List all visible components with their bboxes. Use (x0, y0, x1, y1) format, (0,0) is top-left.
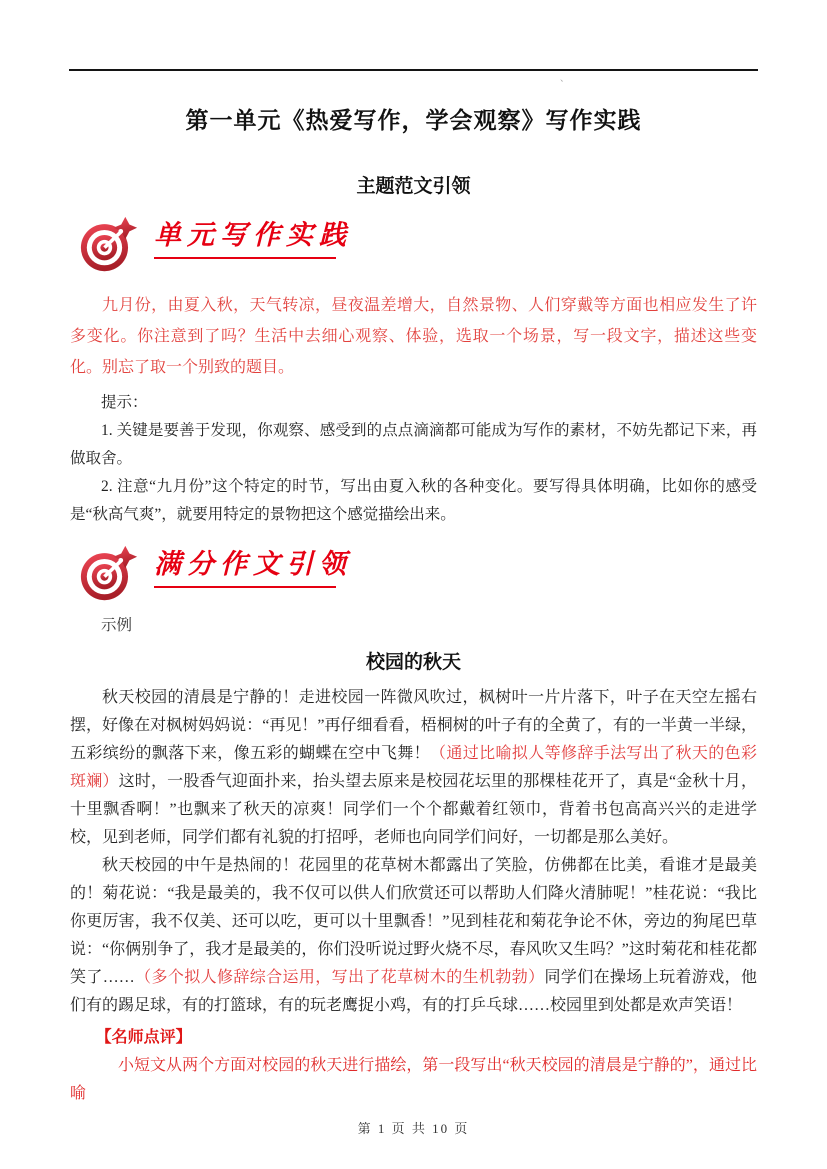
hints-block (70, 389, 757, 529)
target-dart-icon (80, 214, 138, 274)
document-content (70, 92, 757, 1108)
banner-text-col (154, 549, 352, 588)
header-rule (69, 69, 758, 71)
writing-prompt: 九月份，由夏入秋，天气转凉，昼夜温差增大，自然景物、人们穿戴等方面也相应发生了许多变化。你注意到了吗？生活中去细心观察、体验，选取一个场景，写一段文字，描述这些变化。别忘了取一个别致的题目。 (70, 297, 757, 376)
document-title: 第一单元《热爱写作，学会观察》写作实践 (185, 107, 642, 133)
essay-paragraph-1 (70, 684, 757, 852)
teacher-annotation: （多个拟人修辞综合运用，写出了花草树木的生机勃勃） (134, 969, 545, 986)
hints-label: 提示： (101, 394, 148, 411)
page-number: 第 1 页 共 10 页 (357, 1121, 470, 1136)
essay-text: 秋天校园的中午是热闹的！花园里的花草树木都露出了笑脸，仿佛都在比美，看谁才是最美的！菊花说：“我是最美的，我不仅可以供人们欣赏还可以帮助人们降火清肺呢！”桂花说：“我比你更厉害，我不仅美、还可以吃，更可以十里飘香！”见到桂花和菊花争论不休，旁边的狗尾巴草说：“你俩别争了，我才是最美的，你们没听说过野火烧不尽，春风吹又生吗？”这时菊花和桂花都笑了…… (70, 857, 757, 986)
document-subtitle: 主题范文引领 (356, 176, 471, 197)
target-dart-icon (80, 543, 138, 603)
stray-mark: 、 (560, 73, 570, 83)
essay-text: 同学们在操场上玩着游戏，他们有的踢足球，有的打篮球，有的玩老鹰捉小鸡，有的打乒乓球……校园里到处都是欢声笑语！ (70, 969, 757, 1014)
banner-underline (154, 257, 336, 259)
teacher-comment-text: 小短文从两个方面对校园的秋天进行描绘，第一段写出“秋天校园的清晨是宁静的”，通过比喻 (70, 1057, 757, 1102)
essay-text: 秋天校园的清晨是宁静的！走进校园一阵微风吹过，枫树叶一片片落下，叶子在天空左摇右摆，好像在对枫树妈妈说：“再见！”再仔细看看，梧桐树的叶子有的全黄了，有的一半黄一半绿，五彩缤纷的飘落下来，像五彩的蝴蝶在空中飞舞！ (70, 689, 757, 762)
banner-text-col (154, 220, 352, 259)
model-essay-banner-title: 满分作文引领 (154, 549, 352, 579)
unit-practice-banner (70, 214, 757, 274)
essay-text: 这时，一股香气迎面扑来，抬头望去原来是校园花坛里的那棵桂花开了，真是“金秋十月，十里飘香啊！”也飘来了秋天的凉爽！同学们一个个都戴着红领巾，背着书包高高兴兴的走进学校，见到老师，同学们都有礼貌的打招呼，老师也向同学们问好，一切都是那么美好。 (70, 773, 757, 846)
essay-title: 校园的秋天 (365, 652, 461, 673)
teacher-annotation: （通过比喻拟人等修辞手法写出了秋天的色彩斑斓） (70, 745, 757, 790)
essay-paragraph-2 (70, 852, 757, 1020)
model-essay-banner (70, 543, 757, 603)
hint-item-1: 1. 关键是要善于发现，你观察、感受到的点点滴滴都可能成为写作的素材，不妨先都记下来，再做取舍。 (70, 422, 757, 467)
banner-underline (154, 586, 336, 588)
hint-item-2: 2. 注意“九月份”这个特定的时节，写出由夏入秋的各种变化。要写得具体明确，比如你的感受是“秋高气爽”，就要用特定的景物把这个感觉描绘出来。 (70, 478, 757, 523)
unit-practice-banner-title: 单元写作实践 (154, 220, 352, 250)
example-label: 示例 (101, 617, 133, 634)
teacher-comment-label: 【名师点评】 (95, 1029, 192, 1046)
